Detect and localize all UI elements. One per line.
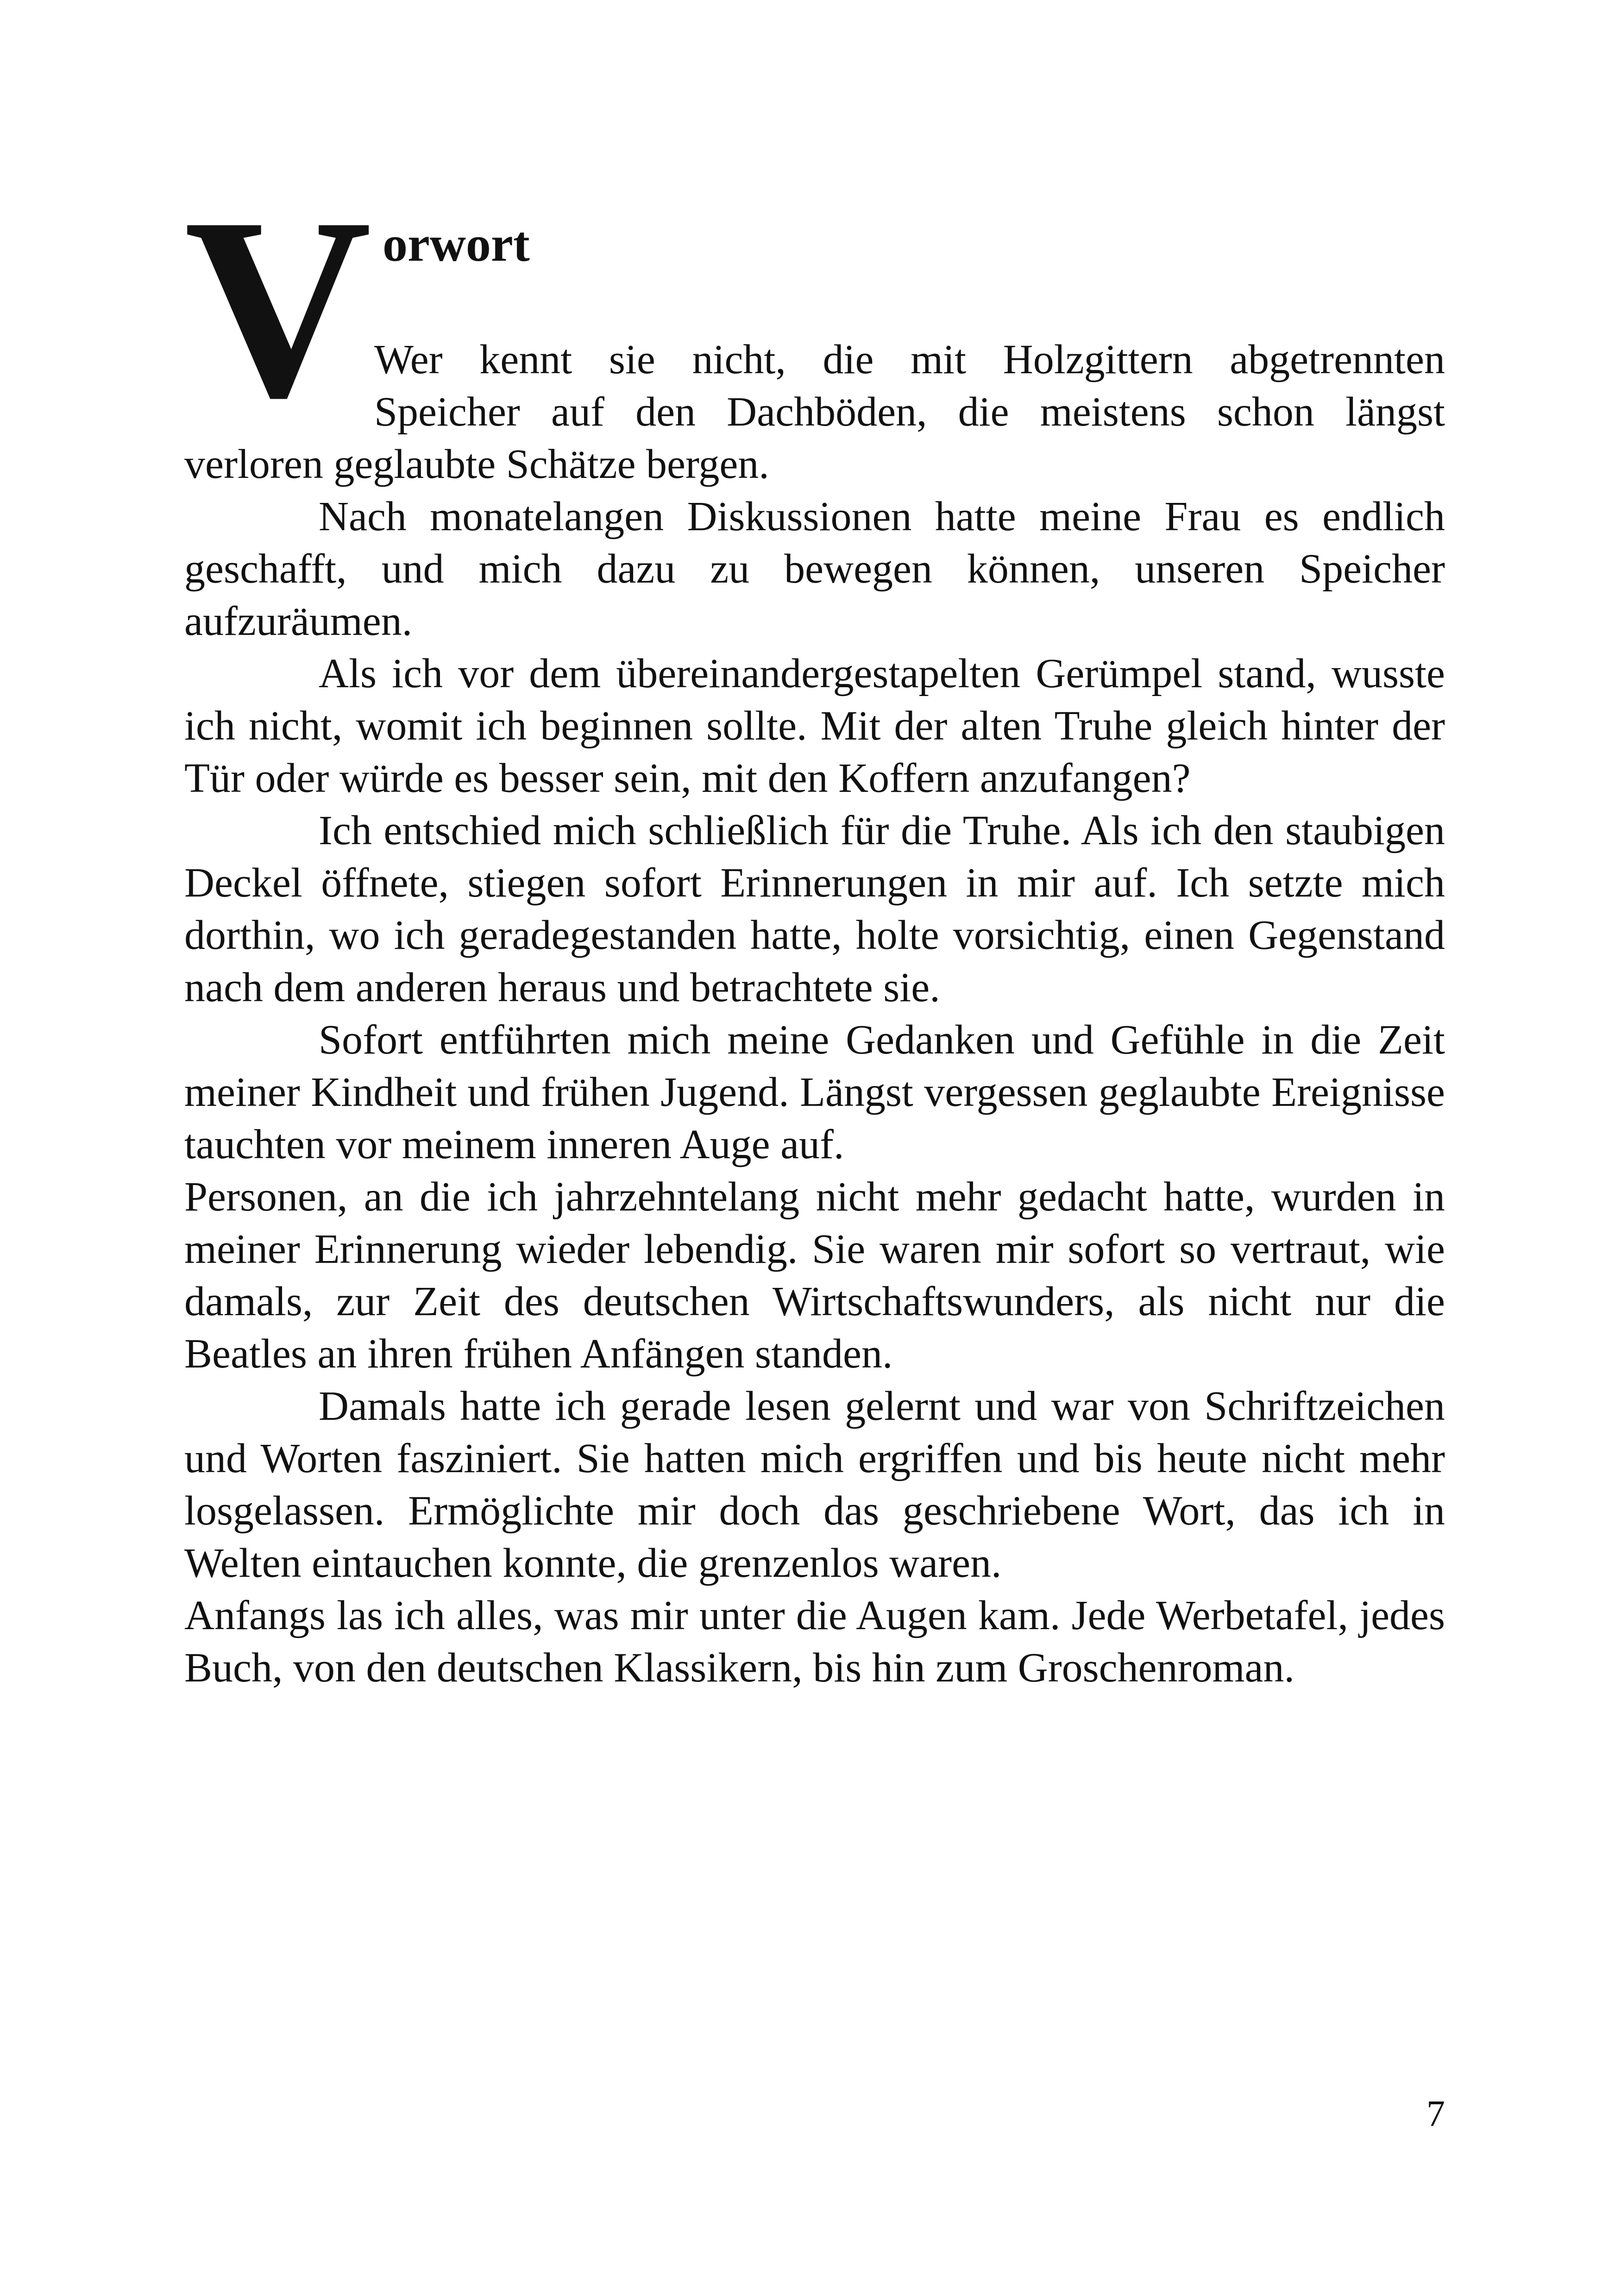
- paragraph-1-line-1: Wer kennt sie nicht, die mit Holzgittern abgetrennten: [374, 337, 1445, 383]
- paragraph-8: Anfangs las ich alles, was mir unter die Augen kam. Jede Werbetafel, jedes Buch, von den deutschen Klassikern, bis hin zum Groschenroman.: [184, 1593, 1445, 1691]
- paragraph-7: Damals hatte ich gerade lesen gelernt und war von Schriftzeichen und Worten fasziniert. Sie hatten mich ergriffen und bis heute nicht mehr losgelassen. Ermöglichte mir doch das geschriebene Wort, das ich in Welten eintauchen konnte, die grenzenlos waren.: [184, 1383, 1445, 1586]
- paragraph-1: [184, 333, 1445, 490]
- paragraph-1-line-2: Speicher auf den Dachböden, die meistens schon längst: [374, 389, 1445, 435]
- paragraph-4: Ich entschied mich schließlich für die Truhe. Als ich den staubigen Deckel öffnete, stiegen sofort Erinnerungen in mir auf. Ich setzte mich dorthin, wo ich geradegestanden hatte, holte vorsichtig, einen Gegenstand nach dem anderen heraus und betrachtete sie.: [184, 808, 1445, 1010]
- page-number: 7: [1426, 2094, 1445, 2134]
- paragraph-3: Als ich vor dem übereinandergestapelten Gerümpel stand, wusste ich nicht, womit ich beginnen sollte. Mit der alten Truhe gleich hinter der Tür oder würde es besser sein, mit den Koffern anzufangen?: [184, 651, 1445, 801]
- paragraph-1-rest: verloren geglaubte Schätze bergen.: [184, 441, 769, 487]
- paragraph-5: Sofort entführten mich meine Gedanken und Gefühle in die Zeit meiner Kindheit und frühen Jugend. Längst vergessen geglaubte Ereignisse tauchten vor meinem inneren Auge auf.: [184, 1017, 1445, 1167]
- body-text: [184, 333, 1445, 1694]
- paragraph-2: Nach monatelangen Diskussionen hatte meine Frau es endlich geschafft, und mich dazu zu bewegen können, unseren Speicher aufzuräumen.: [184, 494, 1445, 644]
- paragraph-6: Personen, an die ich jahrzehntelang nicht mehr gedacht hatte, wurden in meiner Erinnerung wieder lebendig. Sie waren mir sofort so vertraut, wie damals, zur Zeit des deutschen Wirtschaftswunders, als nicht nur die Beatles an ihren frühen Anfängen standen.: [184, 1174, 1445, 1377]
- drop-cap-letter: V: [184, 164, 372, 452]
- chapter-title: orwort: [383, 217, 530, 272]
